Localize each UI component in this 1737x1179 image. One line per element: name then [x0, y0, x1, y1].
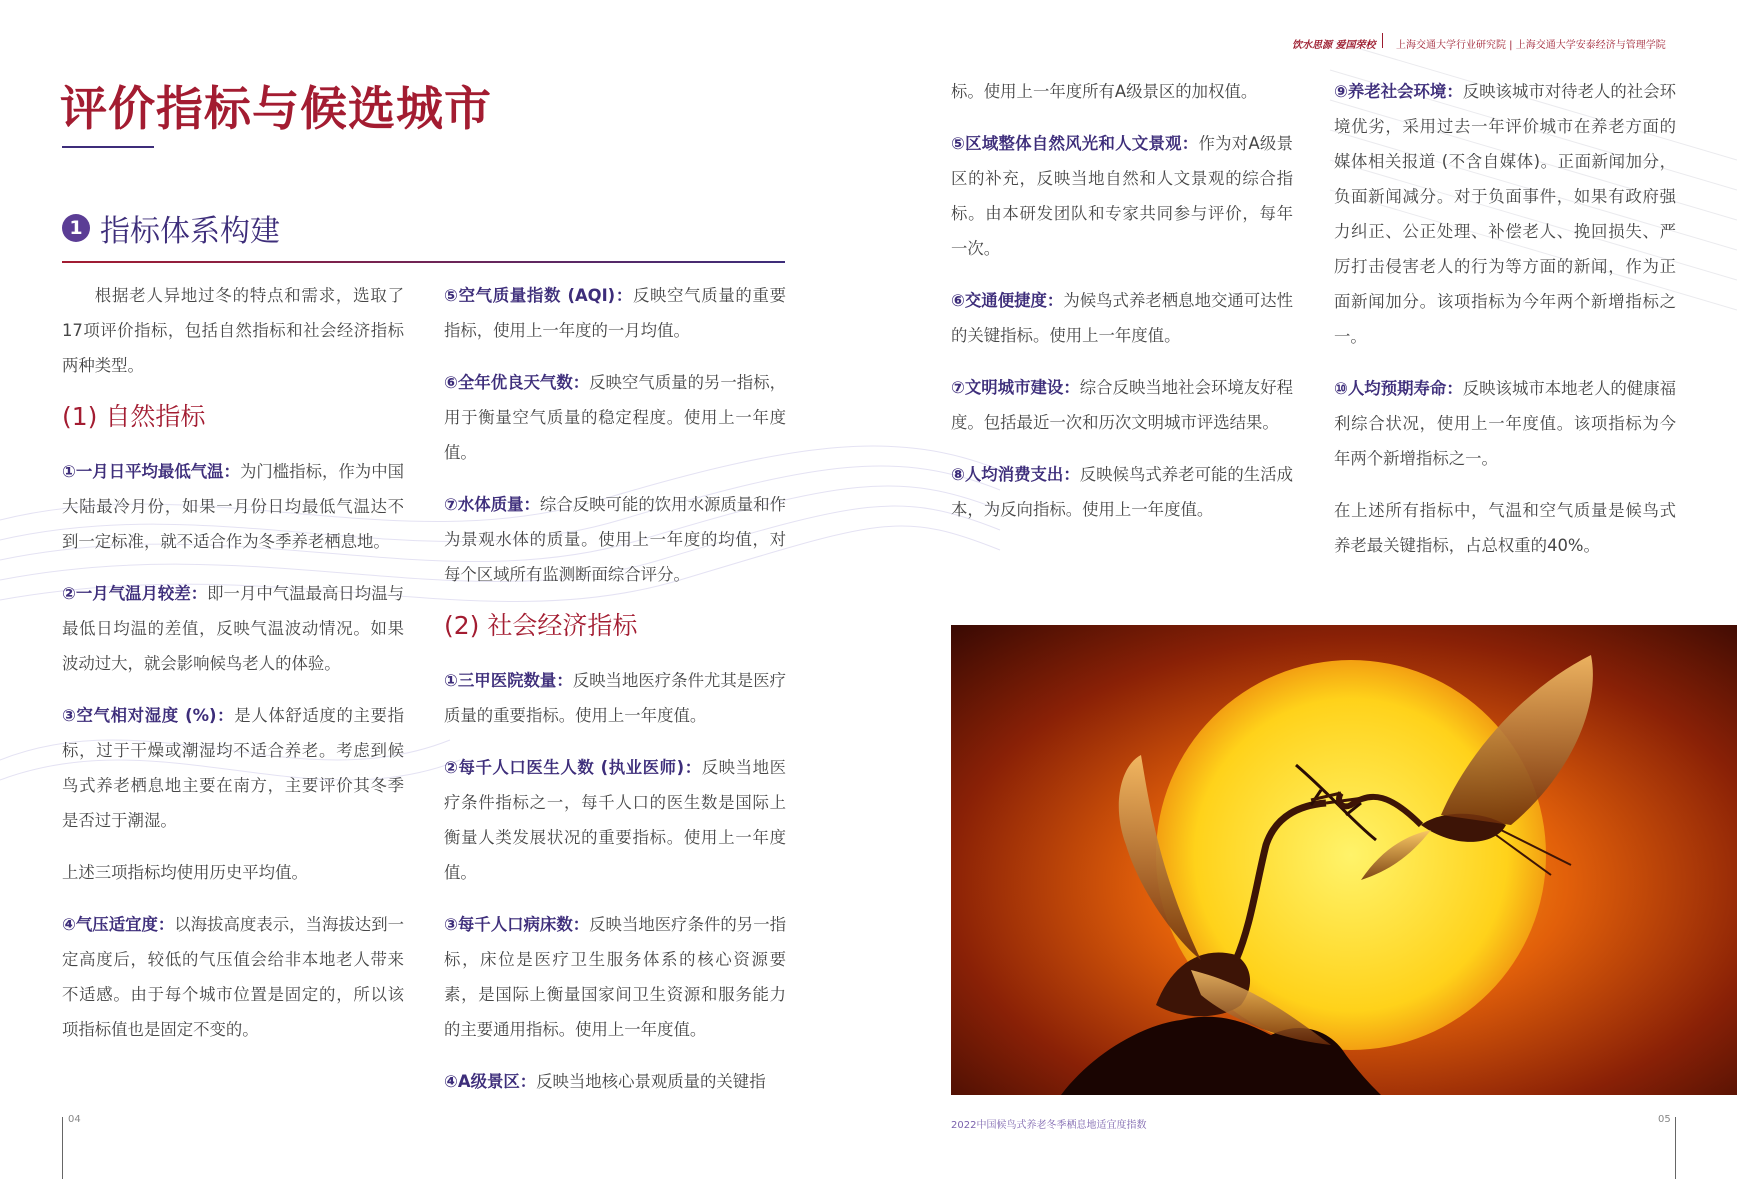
indicator-paragraph: [444, 1064, 786, 1099]
indicator-term: ②一月气温月较差：: [62, 584, 208, 603]
indicator-text: 反映该城市本地老人的健康福利综合状况，使用上一年度值。该项指标为今年两个新增指标之一。: [1334, 379, 1676, 468]
indicator-paragraph: [444, 487, 786, 592]
indicator-paragraph: [951, 126, 1293, 266]
indicator-term: ⑤空气质量指数 (AQI)：: [444, 286, 633, 305]
indicator-term: ⑦水体质量：: [444, 495, 540, 514]
indicator-paragraph: [444, 278, 786, 348]
indicator-term: ④A级景区：: [444, 1072, 537, 1091]
text-column-1: [62, 278, 404, 1064]
page-number-left: 04: [68, 1114, 81, 1125]
header-institutes: 上海交通大学行业研究院 | 上海交通大学安泰经济与管理学院: [1396, 40, 1666, 51]
indicator-text: 为候鸟式养老栖息地交通可达性的关键指标。使用上一年度值。: [951, 291, 1293, 345]
indicator-paragraph: [444, 365, 786, 470]
section-rule: [62, 261, 785, 263]
indicator-text: 是人体舒适度的主要指标，过于干燥或潮湿均不适合养老。考虑到候鸟式养老栖息地主要在南方，主要评价其冬季是否过于潮湿。: [62, 706, 404, 830]
indicator-text: 综合反映可能的饮用水源质量和作为景观水体的质量。使用上一年度的均值，对每个区域所有监测断面综合评分。: [444, 495, 786, 584]
note-paragraph: 上述三项指标均使用历史平均值。: [62, 863, 308, 882]
indicator-paragraph: [444, 907, 786, 1047]
indicator-text: 为门槛指标，作为中国大陆最冷月份，如果一月份日均最低气温达不到一定标准，就不适合作为冬季养老栖息地。: [62, 462, 404, 551]
indicator-term: ⑨养老社会环境：: [1334, 82, 1463, 101]
indicator-text: 即一月中气温最高日均温与最低日均温的差值，反映气温波动情况。如果波动过大，就会影响候鸟老人的体验。: [62, 584, 404, 673]
indicator-text: 反映当地医疗条件尤其是医疗质量的重要指标。使用上一年度值。: [444, 671, 786, 725]
egrets-sunset-photo: [951, 625, 1737, 1095]
indicator-text: 综合反映当地社会环境友好程度。包括最近一次和历次文明城市评选结果。: [951, 378, 1293, 432]
indicator-term: ②每千人口医生人数 (执业医师)：: [444, 758, 702, 777]
indicator-term: ④气压适宜度：: [62, 915, 175, 934]
indicator-term: ①一月日平均最低气温：: [62, 462, 240, 481]
indicator-text: 作为对A级景区的补充，反映当地自然和人文景观的综合指标。由本研发团队和专家共同参与评价，每年一次。: [951, 134, 1293, 258]
indicator-text: 反映空气质量的重要指标，使用上一年度的一月均值。: [444, 286, 786, 340]
title-underline: [62, 146, 154, 148]
social-indicators-heading: (2) 社会经济指标: [444, 611, 638, 640]
indicator-paragraph: [951, 370, 1293, 440]
summary-paragraph: 在上述所有指标中，气温和空气质量是候鸟式养老最关键指标，占总权重的40%。: [1334, 501, 1676, 555]
indicator-paragraph: [951, 457, 1293, 527]
indicator-term: ⑧人均消费支出：: [951, 465, 1080, 484]
footer-left-rule: [62, 1117, 63, 1179]
indicator-paragraph: [1334, 371, 1676, 476]
indicator-term: ⑩人均预期寿命：: [1334, 379, 1463, 398]
indicator-term: ⑦文明城市建设：: [951, 378, 1080, 397]
page-number-right: 05: [1658, 1114, 1671, 1125]
indicator-paragraph: [62, 907, 404, 1047]
text-column-4: [1334, 74, 1676, 580]
indicator-term: ③空气相对湿度 (%)：: [62, 706, 235, 725]
indicator-text: 反映空气质量的另一指标，用于衡量空气质量的稳定程度。使用上一年度值。: [444, 373, 786, 462]
indicator-paragraph: [62, 576, 404, 681]
text-column-3: [951, 74, 1293, 544]
section-number-badge: 1: [62, 214, 90, 242]
indicator-text: 反映该城市对待老人的社会环境优劣，采用过去一年评价城市在养老方面的媒体相关报道 (不含自媒体)。正面新闻加分，负面新闻减分。对于负面事件，如果有政府强力纠正、公正处理、补偿老人、挽回损失、严厉打击侵害老人的行为等方面的新闻，作为正面新闻加分。该项指标为今年两个新增指标之一。: [1334, 82, 1676, 346]
footer-right-rule: [1675, 1117, 1676, 1179]
indicator-text: 反映当地医疗条件指标之一，每千人口的医生数是国际上衡量人类发展状况的重要指标。使用上一年度值。: [444, 758, 787, 882]
indicator-term: ⑥全年优良天气数：: [444, 373, 590, 392]
indicator-term: ③每千人口病床数：: [444, 915, 590, 934]
indicator-paragraph: [62, 698, 404, 838]
indicator-text: 反映当地医疗条件的另一指标，床位是医疗卫生服务体系的核心资源要素，是国际上衡量国家间卫生资源和服务能力的主要通用指标。使用上一年度值。: [444, 915, 786, 1039]
indicator-term: ⑤区域整体自然风光和人文景观：: [951, 134, 1199, 153]
indicator-paragraph: [1334, 74, 1676, 354]
text-column-2: [444, 278, 786, 1116]
indicator-text: 反映当地核心景观质量的关键指: [536, 1072, 766, 1091]
continued-paragraph: 标。使用上一年度所有A级景区的加权值。: [951, 82, 1258, 101]
natural-indicators-heading: (1) 自然指标: [62, 402, 206, 431]
indicator-paragraph: [951, 283, 1293, 353]
indicator-paragraph: [444, 663, 786, 733]
indicator-text: 以海拔高度表示，当海拔达到一定高度后，较低的气压值会给非本地老人带来不适感。由于每个城市位置是固定的，所以该项指标值也是固定不变的。: [62, 915, 404, 1039]
egrets-illustration: [951, 625, 1737, 1095]
indicator-term: ⑥交通便捷度：: [951, 291, 1064, 310]
section-title: 指标体系构建: [100, 214, 280, 249]
intro-paragraph: 根据老人异地过冬的特点和需求，选取了17项评价指标，包括自然指标和社会经济指标两种类型。: [62, 286, 404, 375]
page-title: 评价指标与候选城市: [60, 82, 492, 137]
report-title-footer: 2022中国候鸟式养老冬季栖息地适宜度指数: [951, 1120, 1147, 1131]
university-logo-text: 饮水思源 爱国荣校: [1292, 40, 1376, 51]
indicator-text: 反映候鸟式养老可能的生活成本，为反向指标。使用上一年度值。: [951, 465, 1293, 519]
header-divider: [1382, 33, 1383, 48]
indicator-paragraph: [62, 454, 404, 559]
indicator-term: ①三甲医院数量：: [444, 671, 573, 690]
indicator-paragraph: [444, 750, 786, 890]
